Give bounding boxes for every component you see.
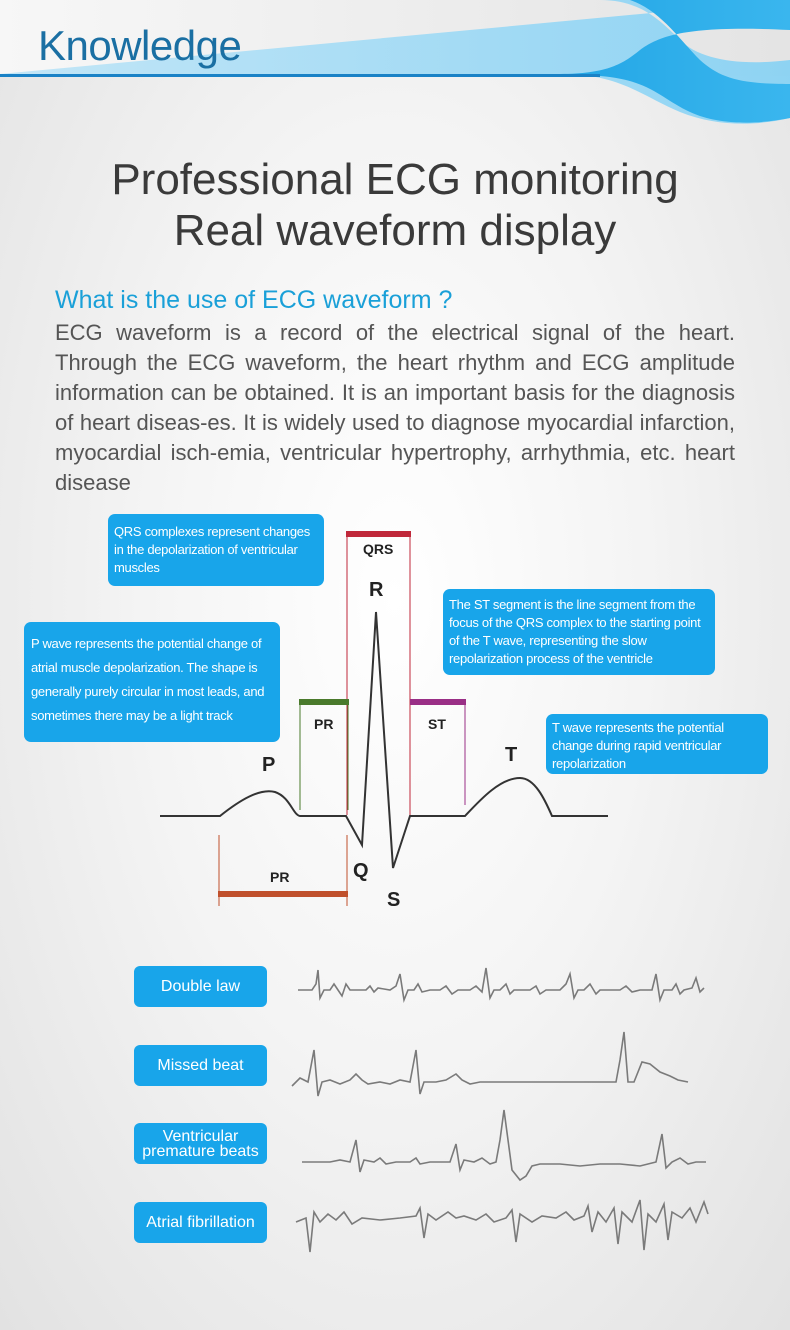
rhythm-label-double-law: Double law [134, 966, 267, 1007]
pr-top-segment-label: PR [314, 716, 334, 732]
rhythm-label-missed-beat: Missed beat [134, 1045, 267, 1086]
q-wave-label: Q [353, 860, 369, 882]
rhythm-label-atrial-fibrillation: Atrial fibrillation [134, 1202, 267, 1243]
st-segment-label: ST [428, 716, 446, 732]
section-body: ECG waveform is a record of the electrical signal of the heart. Through the ECG waveform, the heart rhythm and ECG amplitude information can be obtained. It is an important basis for the diagnosis of heart diseas-es. It is widely used to diagnose myocardial infarction, myocardial isch-emia, ventricular hypertrophy, arrhythmia, etc. heart disease [55, 320, 735, 495]
rhythm-label-ventricular-premature-beats: Ventricular premature beats [134, 1123, 267, 1164]
t-wave-label: T [505, 744, 518, 766]
t-wave-callout: T wave represents the potential change during rapid ventricular repolarization [546, 714, 768, 774]
headline-line-1: Professional ECG monitoring [111, 155, 679, 204]
trace-missed-beat [292, 1032, 688, 1096]
st-segment-callout: The ST segment is the line segment from the focus of the QRS complex to the starting point of the T wave, representing the slow repolarization process of the ventricle [443, 589, 715, 675]
pr-bottom-segment-label: PR [270, 869, 290, 885]
page-title: Knowledge [38, 22, 242, 69]
section-question: What is the use of ECG waveform ? [55, 286, 453, 314]
headline-line-2: Real waveform display [173, 206, 617, 255]
qrs-callout: QRS complexes represent changes in the depolarization of ventricular muscles [108, 514, 324, 586]
r-wave-label: R [369, 579, 384, 601]
p-wave-label: P [262, 754, 276, 776]
qrs-segment-label: QRS [363, 541, 394, 557]
trace-atrial-fibrillation [296, 1200, 708, 1252]
p-wave-callout: P wave represents the potential change of atrial muscle depolarization. The shape is generally purely circular in most leads, and sometimes there may be a light track [24, 622, 280, 742]
trace-ventricular-premature-beats [302, 1110, 706, 1180]
trace-double-law [298, 968, 704, 1000]
s-wave-label: S [387, 889, 401, 911]
